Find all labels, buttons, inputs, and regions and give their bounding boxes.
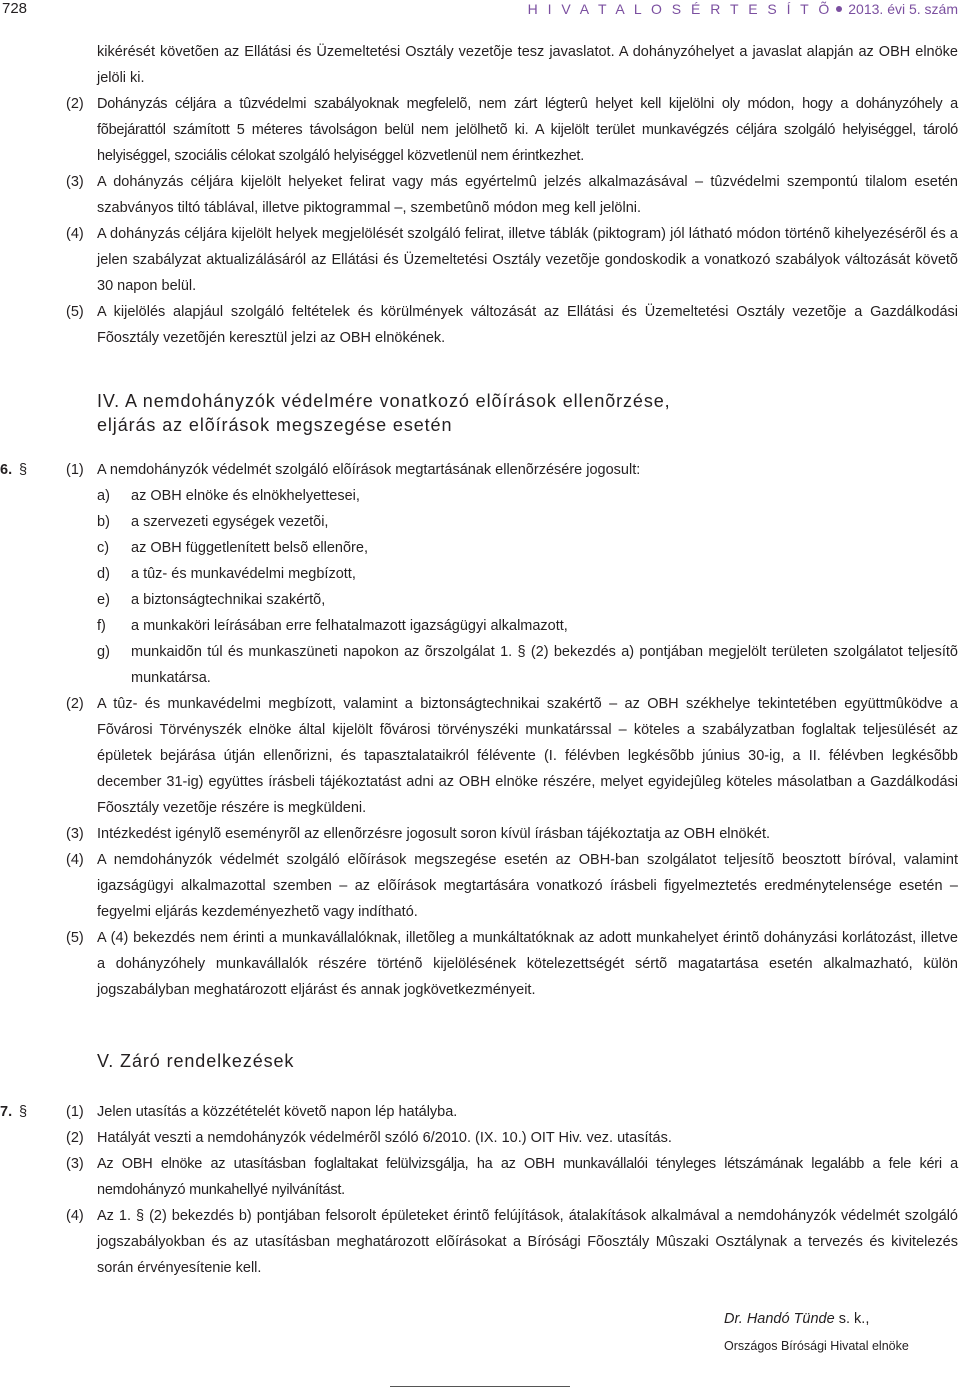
- paragraph-number: (5): [66, 304, 84, 320]
- paragraph-text: Dohányzás céljára a tûzvédelmi szabályoknak megfelelõ, nem zárt légterû helyet kell kijelölni oly módon, hogy a dohányzóhely a fõbejárattól számított 5 méteres távolságon belül nem jelölhetõ ki. A kijelölt terület munkavégzés céljára szolgáló helyiséggel, tároló helyiséggel, szociális célokat szolgáló helyiséggel közvetlenül nem érintkezhet.: [97, 96, 958, 164]
- bullet-dot-icon: [836, 6, 842, 12]
- list-item: [0, 587, 960, 613]
- section-7-paragraph-4: [0, 1203, 960, 1281]
- section-number: 7.: [0, 1104, 13, 1120]
- section-6: [0, 457, 960, 483]
- paragraph-number: (4): [66, 226, 84, 242]
- section-symbol: §: [19, 462, 28, 478]
- list-item: [0, 509, 960, 535]
- chapter-heading-line: eljárás az elõírások megszegése esetén: [97, 415, 453, 435]
- page-number: 728: [2, 0, 28, 17]
- paragraph-text: A dohányzás céljára kijelölt helyek megjelölését szolgáló felirat, illetve táblák (piktogram) jól látható módon történõ kihelyezésérõl és a jelen szabályzat aktualizálásáról az Ellátási és Üzemeltetési Osztály vezetõje gondoskodik a vonatkozó szabályok változását követõ 30 napon belül.: [97, 226, 958, 294]
- paragraph-number: (2): [66, 696, 84, 712]
- list-item-text: az OBH függetlenített belsõ ellenõre,: [131, 540, 368, 556]
- list-item: [0, 613, 960, 639]
- paragraph-text: Hatályát veszti a nemdohányzók védelmérõl szóló 6/2010. (IX. 10.) OIT Hiv. vez. utasítás.: [97, 1130, 672, 1146]
- list-item-text: a biztonságtechnikai szakértõ,: [131, 592, 326, 608]
- section-6-paragraph-3: [0, 821, 960, 847]
- paragraph-text: A nemdohányzók védelmét szolgáló elõírások megtartásának ellenõrzésére jogosult:: [97, 462, 641, 478]
- paragraph-3: [0, 169, 960, 221]
- section-7: [0, 1099, 960, 1125]
- section-7-paragraph-3: [0, 1151, 960, 1203]
- paragraph-number: (1): [66, 1104, 84, 1120]
- chapter-heading-line: V. Záró rendelkezések: [97, 1051, 295, 1071]
- paragraph-number: (3): [66, 1156, 84, 1172]
- list-item-text: munkaidõn túl és munkaszüneti napokon az õrszolgálat 1. § (2) bekezdés a) pontjában megjelölt területen szolgálatot teljesítõ munkatársa.: [131, 644, 958, 686]
- paragraph-text: Intézkedést igénylõ eseményrõl az ellenõrzésre jogosult soron kívül írásban tájékoztatja az OBH elnökét.: [97, 826, 770, 842]
- list-item-text: az OBH elnöke és elnökhelyettesei,: [131, 488, 360, 504]
- intro-continuation: kikérését követõen az Ellátási és Üzemeltetési Osztály vezetõje tesz javaslatot. A dohányzóhelyet a javaslat alapján az OBH elnöke jelöli ki.: [97, 44, 958, 86]
- paragraph-number: (3): [66, 174, 84, 190]
- paragraph-text: Jelen utasítás a közzétételét követõ napon lép hatályba.: [97, 1104, 458, 1120]
- list-item-label: d): [97, 566, 110, 582]
- journal-info: [528, 1, 958, 17]
- list-item-label: b): [97, 514, 110, 530]
- list-item: [0, 561, 960, 587]
- paragraph-text: Az 1. § (2) bekezdés b) pontjában felsorolt épületeket érintõ felújítások, átalakítások alkalmával a nemdohányzók védelmét szolgáló jogszabályokban és az utasításban meghatározott elõírásokat a Bírósági Fõosztály Mûszaki Osztálynak a tervezés és kivitelezés során érvényesítenie kell.: [97, 1208, 958, 1276]
- paragraph-number: (1): [66, 462, 84, 478]
- list-item: [0, 483, 960, 509]
- list-item-label: f): [97, 618, 106, 634]
- paragraph-number: (4): [66, 852, 84, 868]
- section-6-paragraph-2: [0, 691, 960, 821]
- page-header: [0, 0, 960, 22]
- list-item-label: g): [97, 644, 110, 660]
- paragraph-5: [0, 299, 960, 351]
- section-number: 6.: [0, 462, 13, 478]
- signatory-name: Dr. Handó Tünde: [724, 1311, 835, 1327]
- paragraph-4: [0, 221, 960, 299]
- list-item-label: a): [97, 488, 110, 504]
- chapter-heading-v: [0, 1049, 960, 1073]
- list-item-text: a szervezeti egységek vezetõi,: [131, 514, 329, 530]
- journal-issue: 2013. évi 5. szám: [848, 1, 958, 17]
- paragraph-number: (2): [66, 1130, 84, 1146]
- signatory-suffix: s. k.,: [838, 1311, 870, 1327]
- signatory-title: Országos Bírósági Hivatal elnöke: [724, 1339, 909, 1353]
- paragraph-text: A tûz- és munkavédelmi megbízott, valamint a biztonságtechnikai szakértõ – az OBH székhelye tekintetében együttmûködve a Fõvárosi Törvényszék elnöke által kijelölt fõvárosi törvényszéki munkatárssal – köteles a szabályzatban foglaltak teljesülését az épületek bejárása útján ellenõrizni, és tapasztalataikról félévente (I. félévben legkésõbb június 30-ig, a II. félévben legkésõbb december 31-ig) együttes írásbeli tájékoztatást adni az OBH elnöke részére, melyet egyidejûleg köteles másolatban a Gazdálkodási Fõosztály vezetõje részére is megküldeni.: [97, 696, 958, 816]
- paragraph-text: Az OBH elnöke az utasításban foglaltakat felülvizsgálja, ha az OBH munkavállalói tényleges létszámának legalább a fele kéri a nemdohányzó munkahellyé nyilvánítást.: [97, 1156, 958, 1198]
- list-item-label: c): [97, 540, 110, 556]
- document-body: [0, 39, 960, 1281]
- paragraph-number: (5): [66, 930, 84, 946]
- journal-title: H I V A T A L O S É R T E S Í T Õ: [527, 1, 833, 17]
- paragraph-number: (4): [66, 1208, 84, 1224]
- list-item: [0, 535, 960, 561]
- list-item-text: a munkaköri leírásában erre felhatalmazott igazságügyi alkalmazott,: [131, 618, 568, 634]
- paragraph-text: A nemdohányzók védelmét szolgáló elõírások megszegése esetén az OBH-ban szolgálatot teljesítõ beosztott bíróval, valamint igazságügyi alkalmazottal szemben – az elõírások megtartására vonatkozó írásbeli figyelmeztetés eredménytelensége esetén – fegyelmi eljárás kezdeményezhetõ vagy indítható.: [97, 852, 958, 920]
- paragraph-number: (2): [66, 96, 84, 112]
- list-item-label: e): [97, 592, 110, 608]
- section-symbol: §: [19, 1104, 28, 1120]
- signatory-name-line: [724, 1309, 944, 1329]
- section-6-paragraph-4: [0, 847, 960, 925]
- list-item-text: a tûz- és munkavédelmi megbízott,: [131, 566, 356, 582]
- signature-block: [724, 1309, 944, 1355]
- paragraph-2: [0, 91, 960, 169]
- section-6-paragraph-5: [0, 925, 960, 1003]
- paragraph-text: A dohányzás céljára kijelölt helyeket felirat vagy más egyértelmû jelzés alkalmazásával – tûzvédelmi szempontú tilalom esetén szabványos tiltó táblával, illetve piktogrammal –, szembetûnõ módon meg kell jelölni.: [97, 174, 958, 216]
- list-item: [0, 639, 960, 691]
- paragraph-number: (3): [66, 826, 84, 842]
- paragraph-text: A kijelölés alapjául szolgáló feltételek és körülmények változását az Ellátási és Üzemeltetési Osztály vezetõje a Gazdálkodási Fõosztály vezetõjén keresztül jelzi az OBH elnökének.: [97, 304, 958, 346]
- paragraph-text: A (4) bekezdés nem érinti a munkavállalóknak, illetõleg a munkáltatóknak az adott munkahelyet érintõ dohányzási korlátozást, illetve a dohányzóhely munkavállalók részére történõ kijelölésének kötelezettségét sértõ magatartása esetén alkalmazható, külön jogszabályban meghatározott eljárást és annak jogkövetkezményeit.: [97, 930, 958, 998]
- chapter-heading-line: IV. A nemdohányzók védelmére vonatkozó elõírások ellenõrzése,: [97, 391, 671, 411]
- section-7-paragraph-2: [0, 1125, 960, 1151]
- chapter-heading-iv: [0, 389, 960, 437]
